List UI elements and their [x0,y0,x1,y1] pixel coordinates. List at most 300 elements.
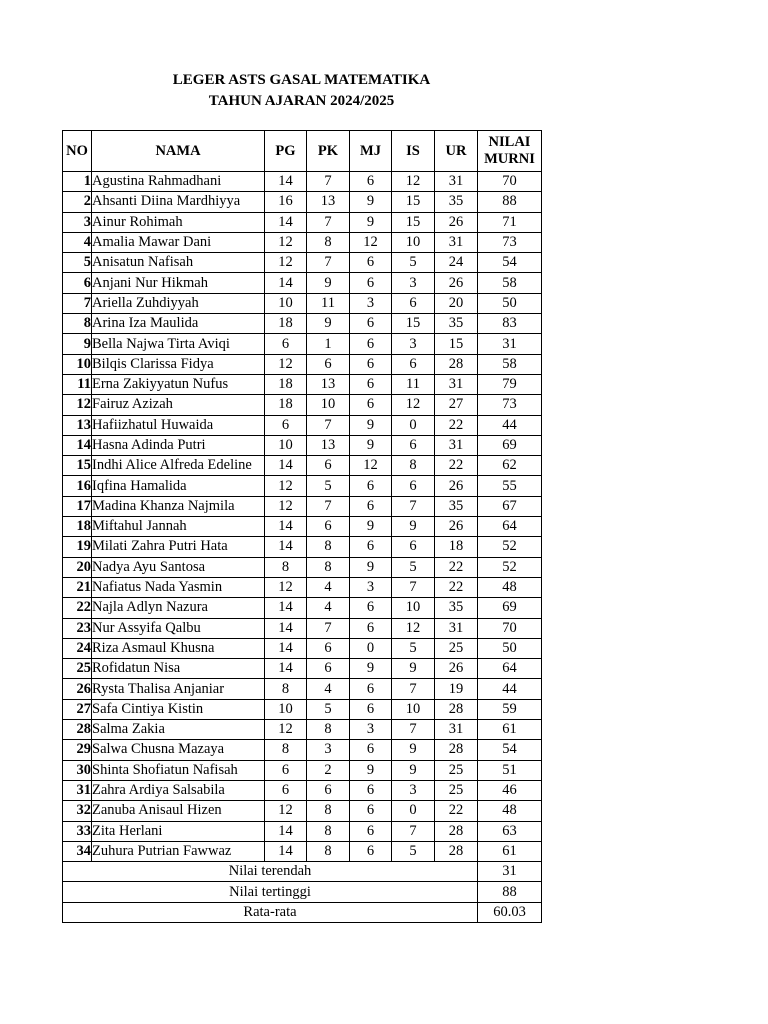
cell-no: 16 [63,476,92,496]
table-row [63,314,542,334]
table-body [63,172,542,862]
cell-ur: 31 [435,172,478,192]
cell-pk: 9 [307,314,350,334]
cell-nilai-murni: 58 [478,354,542,374]
cell-nama: Nafiatus Nada Yasmin [92,577,265,597]
cell-nama: Fairuz Azizah [92,395,265,415]
table-row [63,801,542,821]
cell-nilai-murni: 64 [478,659,542,679]
cell-pk: 8 [307,232,350,252]
cell-nama: Hasna Adinda Putri [92,435,265,455]
summary-label: Nilai tertinggi [63,882,478,902]
cell-mj: 9 [350,760,392,780]
table-row [63,638,542,658]
cell-nama: Indhi Alice Alfreda Edeline [92,456,265,476]
cell-is: 0 [392,801,435,821]
cell-mj: 6 [350,699,392,719]
cell-ur: 28 [435,821,478,841]
cell-nilai-murni: 88 [478,192,542,212]
cell-nilai-murni: 63 [478,821,542,841]
cell-ur: 26 [435,659,478,679]
cell-no: 3 [63,212,92,232]
cell-is: 6 [392,435,435,455]
cell-nama: Hafiizhatul Huwaida [92,415,265,435]
cell-mj: 12 [350,456,392,476]
cell-pk: 3 [307,740,350,760]
table-row [63,354,542,374]
table-row [63,821,542,841]
cell-pk: 2 [307,760,350,780]
cell-nilai-murni: 31 [478,334,542,354]
summary-value: 88 [478,882,542,902]
cell-is: 6 [392,354,435,374]
cell-no: 23 [63,618,92,638]
cell-nilai-murni: 67 [478,496,542,516]
cell-ur: 25 [435,638,478,658]
cell-mj: 9 [350,557,392,577]
cell-is: 9 [392,517,435,537]
cell-mj: 9 [350,435,392,455]
cell-nilai-murni: 52 [478,537,542,557]
title-line-1: LEGER ASTS GASAL MATEMATIKA [172,72,431,88]
title-line-2: TAHUN AJARAN 2024/2025 [208,93,395,109]
cell-pk: 7 [307,496,350,516]
cell-nama: Bilqis Clarissa Fidya [92,354,265,374]
cell-mj: 6 [350,821,392,841]
cell-no: 25 [63,659,92,679]
table-row [63,537,542,557]
cell-mj: 6 [350,253,392,273]
table-row [63,374,542,394]
cell-pk: 7 [307,618,350,638]
cell-is: 3 [392,273,435,293]
cell-nama: Miftahul Jannah [92,517,265,537]
header-nama: NAMA [92,131,265,172]
cell-nama: Zanuba Anisaul Hizen [92,801,265,821]
cell-mj: 6 [350,780,392,800]
cell-no: 31 [63,780,92,800]
cell-ur: 15 [435,334,478,354]
cell-pk: 8 [307,537,350,557]
cell-pg: 14 [265,456,307,476]
cell-is: 15 [392,314,435,334]
cell-nama: Shinta Shofiatun Nafisah [92,760,265,780]
cell-pg: 6 [265,780,307,800]
cell-nama: Iqfina Hamalida [92,476,265,496]
cell-ur: 31 [435,374,478,394]
cell-is: 12 [392,395,435,415]
cell-mj: 6 [350,172,392,192]
table-row [63,232,542,252]
cell-pk: 11 [307,293,350,313]
cell-no: 11 [63,374,92,394]
cell-ur: 22 [435,557,478,577]
cell-nama: Safa Cintiya Kistin [92,699,265,719]
cell-pg: 14 [265,618,307,638]
cell-pk: 13 [307,374,350,394]
cell-pg: 6 [265,415,307,435]
cell-ur: 28 [435,699,478,719]
cell-is: 3 [392,780,435,800]
cell-nama: Zita Herlani [92,821,265,841]
cell-pk: 7 [307,212,350,232]
cell-pk: 7 [307,415,350,435]
cell-is: 5 [392,557,435,577]
table-row [63,415,542,435]
cell-nama: Ahsanti Diina Mardhiyya [92,192,265,212]
cell-no: 6 [63,273,92,293]
cell-is: 8 [392,456,435,476]
cell-ur: 31 [435,720,478,740]
cell-nama: Nur Assyifa Qalbu [92,618,265,638]
cell-pk: 6 [307,638,350,658]
cell-mj: 6 [350,334,392,354]
summary-row-lowest [63,862,542,882]
cell-is: 6 [392,293,435,313]
cell-is: 12 [392,172,435,192]
cell-nama: Bella Najwa Tirta Aviqi [92,334,265,354]
cell-mj: 9 [350,192,392,212]
cell-is: 5 [392,253,435,273]
cell-ur: 31 [435,232,478,252]
cell-no: 33 [63,821,92,841]
cell-pk: 5 [307,699,350,719]
cell-is: 11 [392,374,435,394]
cell-pg: 14 [265,821,307,841]
header-pg: PG [265,131,307,172]
cell-pk: 1 [307,334,350,354]
cell-nilai-murni: 70 [478,618,542,638]
cell-is: 10 [392,598,435,618]
cell-nilai-murni: 59 [478,699,542,719]
cell-pg: 18 [265,314,307,334]
cell-nilai-murni: 48 [478,577,542,597]
cell-nama: Madina Khanza Najmila [92,496,265,516]
cell-mj: 6 [350,476,392,496]
header-is: IS [392,131,435,172]
cell-no: 14 [63,435,92,455]
cell-pg: 10 [265,435,307,455]
table-row [63,476,542,496]
cell-mj: 6 [350,841,392,861]
cell-pg: 14 [265,841,307,861]
table-summary [63,862,542,923]
cell-nama: Rofidatun Nisa [92,659,265,679]
cell-nilai-murni: 50 [478,293,542,313]
cell-mj: 6 [350,679,392,699]
cell-mj: 6 [350,354,392,374]
cell-pg: 8 [265,557,307,577]
cell-pg: 6 [265,760,307,780]
cell-nilai-murni: 44 [478,415,542,435]
cell-nama: Riza Asmaul Khusna [92,638,265,658]
cell-mj: 9 [350,415,392,435]
table-row [63,577,542,597]
cell-no: 8 [63,314,92,334]
cell-no: 28 [63,720,92,740]
cell-no: 17 [63,496,92,516]
table-row [63,395,542,415]
cell-pk: 8 [307,821,350,841]
cell-is: 9 [392,760,435,780]
table-row [63,496,542,516]
summary-row-average [63,902,542,922]
cell-nama: Salwa Chusna Mazaya [92,740,265,760]
cell-mj: 0 [350,638,392,658]
document-title [62,70,541,112]
cell-pg: 14 [265,537,307,557]
cell-pg: 12 [265,801,307,821]
header-nilai-murni [478,131,542,172]
cell-pk: 5 [307,476,350,496]
cell-pk: 6 [307,517,350,537]
table-row [63,598,542,618]
cell-is: 7 [392,821,435,841]
cell-nama: Rysta Thalisa Anjaniar [92,679,265,699]
cell-no: 34 [63,841,92,861]
cell-mj: 6 [350,537,392,557]
cell-ur: 31 [435,435,478,455]
cell-no: 7 [63,293,92,313]
cell-pk: 8 [307,801,350,821]
cell-ur: 18 [435,537,478,557]
cell-nama: Ariella Zuhdiyyah [92,293,265,313]
cell-pg: 14 [265,638,307,658]
cell-ur: 26 [435,212,478,232]
header-ur: UR [435,131,478,172]
table-row [63,760,542,780]
header-mj: MJ [350,131,392,172]
cell-nama: Arina Iza Maulida [92,314,265,334]
table-row [63,720,542,740]
cell-pk: 6 [307,354,350,374]
cell-is: 7 [392,577,435,597]
cell-no: 32 [63,801,92,821]
cell-no: 10 [63,354,92,374]
cell-nilai-murni: 55 [478,476,542,496]
cell-nama: Najla Adlyn Nazura [92,598,265,618]
table-row [63,618,542,638]
cell-is: 15 [392,192,435,212]
grades-table [62,130,542,923]
cell-mj: 6 [350,598,392,618]
cell-ur: 28 [435,841,478,861]
cell-nilai-murni: 64 [478,517,542,537]
cell-mj: 9 [350,659,392,679]
cell-is: 5 [392,638,435,658]
cell-no: 26 [63,679,92,699]
cell-pg: 14 [265,212,307,232]
cell-no: 4 [63,232,92,252]
cell-ur: 22 [435,577,478,597]
table-row [63,679,542,699]
table-row [63,841,542,861]
table-row [63,557,542,577]
cell-nilai-murni: 71 [478,212,542,232]
cell-is: 7 [392,496,435,516]
cell-is: 6 [392,537,435,557]
cell-nilai-murni: 69 [478,435,542,455]
cell-no: 27 [63,699,92,719]
summary-value: 31 [478,862,542,882]
cell-pg: 14 [265,659,307,679]
cell-ur: 25 [435,780,478,800]
cell-pk: 6 [307,456,350,476]
cell-nilai-murni: 48 [478,801,542,821]
cell-pg: 12 [265,496,307,516]
cell-mj: 6 [350,496,392,516]
cell-is: 10 [392,699,435,719]
cell-no: 22 [63,598,92,618]
cell-nilai-murni: 73 [478,395,542,415]
cell-pk: 7 [307,253,350,273]
cell-pk: 6 [307,780,350,800]
summary-row-highest [63,882,542,902]
cell-nilai-murni: 44 [478,679,542,699]
cell-nilai-murni: 62 [478,456,542,476]
cell-mj: 6 [350,801,392,821]
cell-nama: Agustina Rahmadhani [92,172,265,192]
cell-nama: Ainur Rohimah [92,212,265,232]
table-row [63,273,542,293]
cell-nama: Salma Zakia [92,720,265,740]
cell-ur: 35 [435,598,478,618]
cell-nilai-murni: 79 [478,374,542,394]
cell-pg: 12 [265,354,307,374]
cell-mj: 6 [350,374,392,394]
cell-no: 30 [63,760,92,780]
cell-nilai-murni: 51 [478,760,542,780]
table-row [63,456,542,476]
cell-pg: 10 [265,293,307,313]
cell-nama: Zahra Ardiya Salsabila [92,780,265,800]
cell-ur: 26 [435,517,478,537]
cell-nilai-murni: 83 [478,314,542,334]
cell-mj: 6 [350,618,392,638]
cell-pk: 13 [307,192,350,212]
cell-pk: 4 [307,577,350,597]
summary-label: Nilai terendah [63,862,478,882]
cell-no: 2 [63,192,92,212]
cell-pg: 6 [265,334,307,354]
cell-nama: Erna Zakiyyatun Nufus [92,374,265,394]
cell-mj: 6 [350,273,392,293]
cell-pg: 12 [265,720,307,740]
cell-pg: 12 [265,577,307,597]
cell-no: 13 [63,415,92,435]
cell-nilai-murni: 54 [478,740,542,760]
cell-is: 15 [392,212,435,232]
cell-pg: 18 [265,374,307,394]
cell-ur: 24 [435,253,478,273]
cell-is: 9 [392,659,435,679]
table-row [63,517,542,537]
cell-pg: 10 [265,699,307,719]
cell-nama: Anjani Nur Hikmah [92,273,265,293]
cell-pg: 18 [265,395,307,415]
cell-is: 7 [392,679,435,699]
cell-mj: 9 [350,517,392,537]
cell-pk: 10 [307,395,350,415]
cell-pg: 8 [265,679,307,699]
summary-value: 60.03 [478,902,542,922]
cell-ur: 35 [435,314,478,334]
table-row [63,253,542,273]
cell-pg: 16 [265,192,307,212]
table-row [63,293,542,313]
cell-is: 10 [392,232,435,252]
cell-no: 15 [63,456,92,476]
cell-nilai-murni: 52 [478,557,542,577]
table-row [63,780,542,800]
cell-pg: 14 [265,172,307,192]
cell-pg: 8 [265,740,307,760]
cell-nilai-murni: 58 [478,273,542,293]
table-row [63,192,542,212]
cell-mj: 3 [350,577,392,597]
cell-no: 18 [63,517,92,537]
cell-nilai-murni: 70 [478,172,542,192]
cell-ur: 22 [435,415,478,435]
cell-ur: 28 [435,740,478,760]
cell-mj: 3 [350,720,392,740]
cell-ur: 26 [435,273,478,293]
cell-mj: 12 [350,232,392,252]
table-row [63,334,542,354]
cell-no: 21 [63,577,92,597]
table-row [63,659,542,679]
cell-ur: 26 [435,476,478,496]
cell-is: 0 [392,415,435,435]
cell-nilai-murni: 73 [478,232,542,252]
cell-no: 9 [63,334,92,354]
header-nilai-murni-line1: NILAI [488,134,531,150]
table-row [63,699,542,719]
cell-mj: 6 [350,740,392,760]
cell-nilai-murni: 69 [478,598,542,618]
cell-pg: 12 [265,253,307,273]
cell-ur: 19 [435,679,478,699]
cell-no: 1 [63,172,92,192]
cell-ur: 20 [435,293,478,313]
header-pk: PK [307,131,350,172]
table-row [63,435,542,455]
cell-no: 24 [63,638,92,658]
cell-ur: 28 [435,354,478,374]
cell-mj: 3 [350,293,392,313]
cell-mj: 6 [350,314,392,334]
cell-no: 29 [63,740,92,760]
summary-label: Rata-rata [63,902,478,922]
table-row [63,172,542,192]
cell-pk: 13 [307,435,350,455]
cell-pk: 8 [307,841,350,861]
cell-pk: 6 [307,659,350,679]
cell-no: 20 [63,557,92,577]
cell-is: 6 [392,476,435,496]
cell-ur: 31 [435,618,478,638]
cell-pk: 9 [307,273,350,293]
cell-mj: 6 [350,395,392,415]
cell-pk: 8 [307,720,350,740]
cell-ur: 25 [435,760,478,780]
cell-is: 3 [392,334,435,354]
cell-nama: Nadya Ayu Santosa [92,557,265,577]
cell-nilai-murni: 54 [478,253,542,273]
cell-pg: 14 [265,517,307,537]
cell-pg: 12 [265,232,307,252]
cell-pk: 4 [307,598,350,618]
